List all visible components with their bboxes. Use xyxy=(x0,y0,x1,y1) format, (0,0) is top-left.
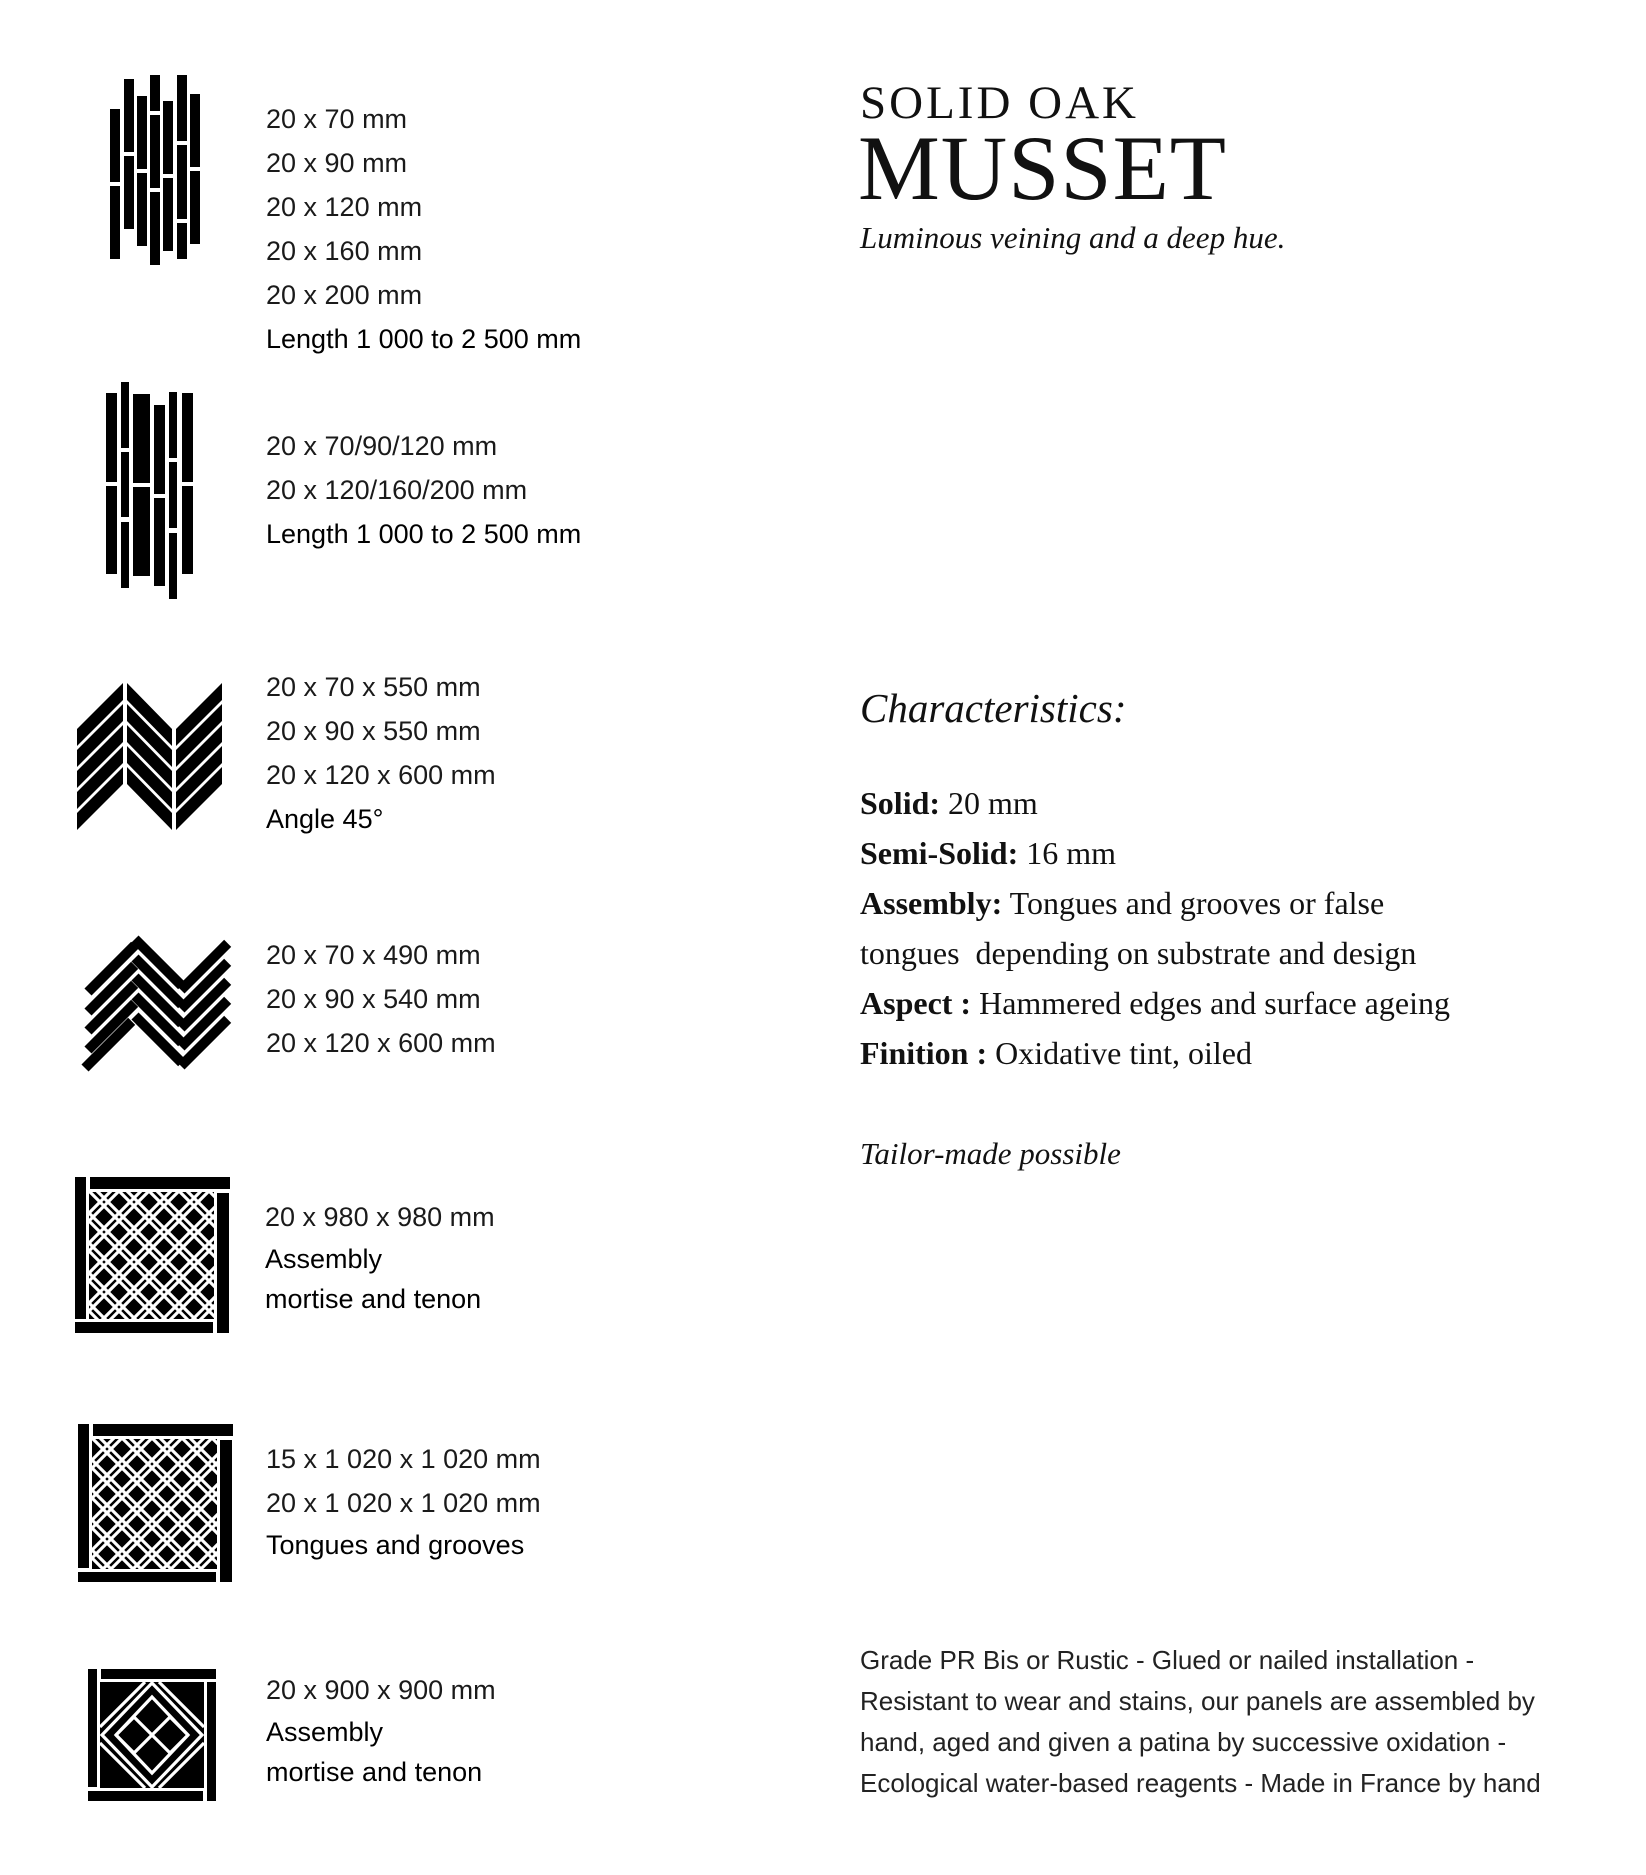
product-title: MUSSET xyxy=(858,117,1227,219)
characteristic-value: Tongues and grooves or false xyxy=(1002,885,1385,921)
spec-line: Assembly xyxy=(265,1244,383,1274)
characteristic-assembly-cont xyxy=(860,937,1416,969)
spec-line: 20 x 120/160/200 mm xyxy=(266,475,528,505)
about-line: hand, aged and given a patina by successive oxidation - xyxy=(860,1727,1507,1757)
herringbone-pattern-icon xyxy=(0,0,260,1100)
spec-line: mortise and tenon xyxy=(266,1757,483,1787)
about-line: Resistant to wear and stains, our panels are assembled by xyxy=(860,1686,1535,1716)
characteristic-finition xyxy=(860,1037,1252,1069)
characteristic-label: Finition : xyxy=(860,1035,988,1071)
pattern-2-specs xyxy=(266,424,581,556)
characteristics-heading: Characteristics: xyxy=(860,685,1127,731)
spec-line: 20 x 120 x 600 mm xyxy=(266,1028,496,1058)
characteristic-assembly xyxy=(860,887,1384,919)
spec-line: 20 x 900 x 900 mm xyxy=(266,1675,496,1705)
spec-line: mortise and tenon xyxy=(265,1284,482,1314)
tailor-made-note: Tailor-made possible xyxy=(860,1136,1121,1171)
diamond-panel-icon xyxy=(88,1669,216,1801)
spec-line: Tongues and grooves xyxy=(266,1530,525,1560)
versailles-panel-tongue-groove-icon xyxy=(78,1424,233,1582)
spec-line: 20 x 120 x 600 mm xyxy=(266,760,496,790)
pattern-4-specs xyxy=(266,933,496,1065)
spec-line: 20 x 70 x 490 mm xyxy=(266,940,481,970)
spec-line: 20 x 200 mm xyxy=(266,280,423,310)
spec-line: 15 x 1 020 x 1 020 mm xyxy=(266,1444,541,1474)
pattern-1-specs xyxy=(266,97,581,361)
pattern-6-specs xyxy=(266,1437,541,1565)
spec-line: 20 x 90 mm xyxy=(266,148,408,178)
spec-line: 20 x 90 x 550 mm xyxy=(266,716,481,746)
about-paragraph xyxy=(860,1640,1560,1804)
characteristic-value: 20 mm xyxy=(940,785,1038,821)
characteristic-aspect xyxy=(860,987,1450,1019)
spec-line: 20 x 980 x 980 mm xyxy=(265,1202,495,1232)
spec-line: 20 x 70 x 550 mm xyxy=(266,672,481,702)
spec-line: 20 x 70/90/120 mm xyxy=(266,431,498,461)
about-line: Grade PR Bis or Rustic - Glued or nailed installation - xyxy=(860,1645,1475,1675)
spec-line: 20 x 160 mm xyxy=(266,236,423,266)
spec-line: Assembly xyxy=(266,1717,384,1747)
spec-line: 20 x 120 mm xyxy=(266,192,423,222)
pattern-3-specs xyxy=(266,665,496,841)
pattern-7-specs xyxy=(266,1668,496,1792)
pattern-5-specs xyxy=(265,1195,495,1319)
characteristic-solid xyxy=(860,787,1038,819)
spec-line-angle: Angle 45° xyxy=(266,804,384,834)
characteristic-value: tongues depending on substrate and design xyxy=(860,935,1417,971)
product-eyebrow: SOLID OAK xyxy=(860,77,1139,129)
characteristic-label: Semi-Solid: xyxy=(860,835,1019,871)
characteristic-label: Solid: xyxy=(860,785,941,821)
characteristic-value: 16 mm xyxy=(1018,835,1117,871)
spec-line: 20 x 1 020 x 1 020 mm xyxy=(266,1488,541,1518)
characteristic-label: Assembly: xyxy=(860,885,1003,921)
product-tagline: Luminous veining and a deep hue. xyxy=(860,220,1286,255)
versailles-panel-icon xyxy=(75,1177,230,1333)
about-line: Ecological water-based reagents - Made in France by hand xyxy=(860,1768,1541,1798)
characteristic-value: Hammered edges and surface ageing xyxy=(971,985,1450,1021)
spec-line: 20 x 70 mm xyxy=(266,104,408,134)
characteristic-value: Oxidative tint, oiled xyxy=(987,1035,1252,1071)
spec-line: 20 x 90 x 540 mm xyxy=(266,984,481,1014)
spec-line-length: Length 1 000 to 2 500 mm xyxy=(266,519,582,549)
characteristic-semi-solid xyxy=(860,837,1116,869)
characteristic-label: Aspect : xyxy=(860,985,972,1021)
spec-line-length: Length 1 000 to 2 500 mm xyxy=(266,324,582,354)
